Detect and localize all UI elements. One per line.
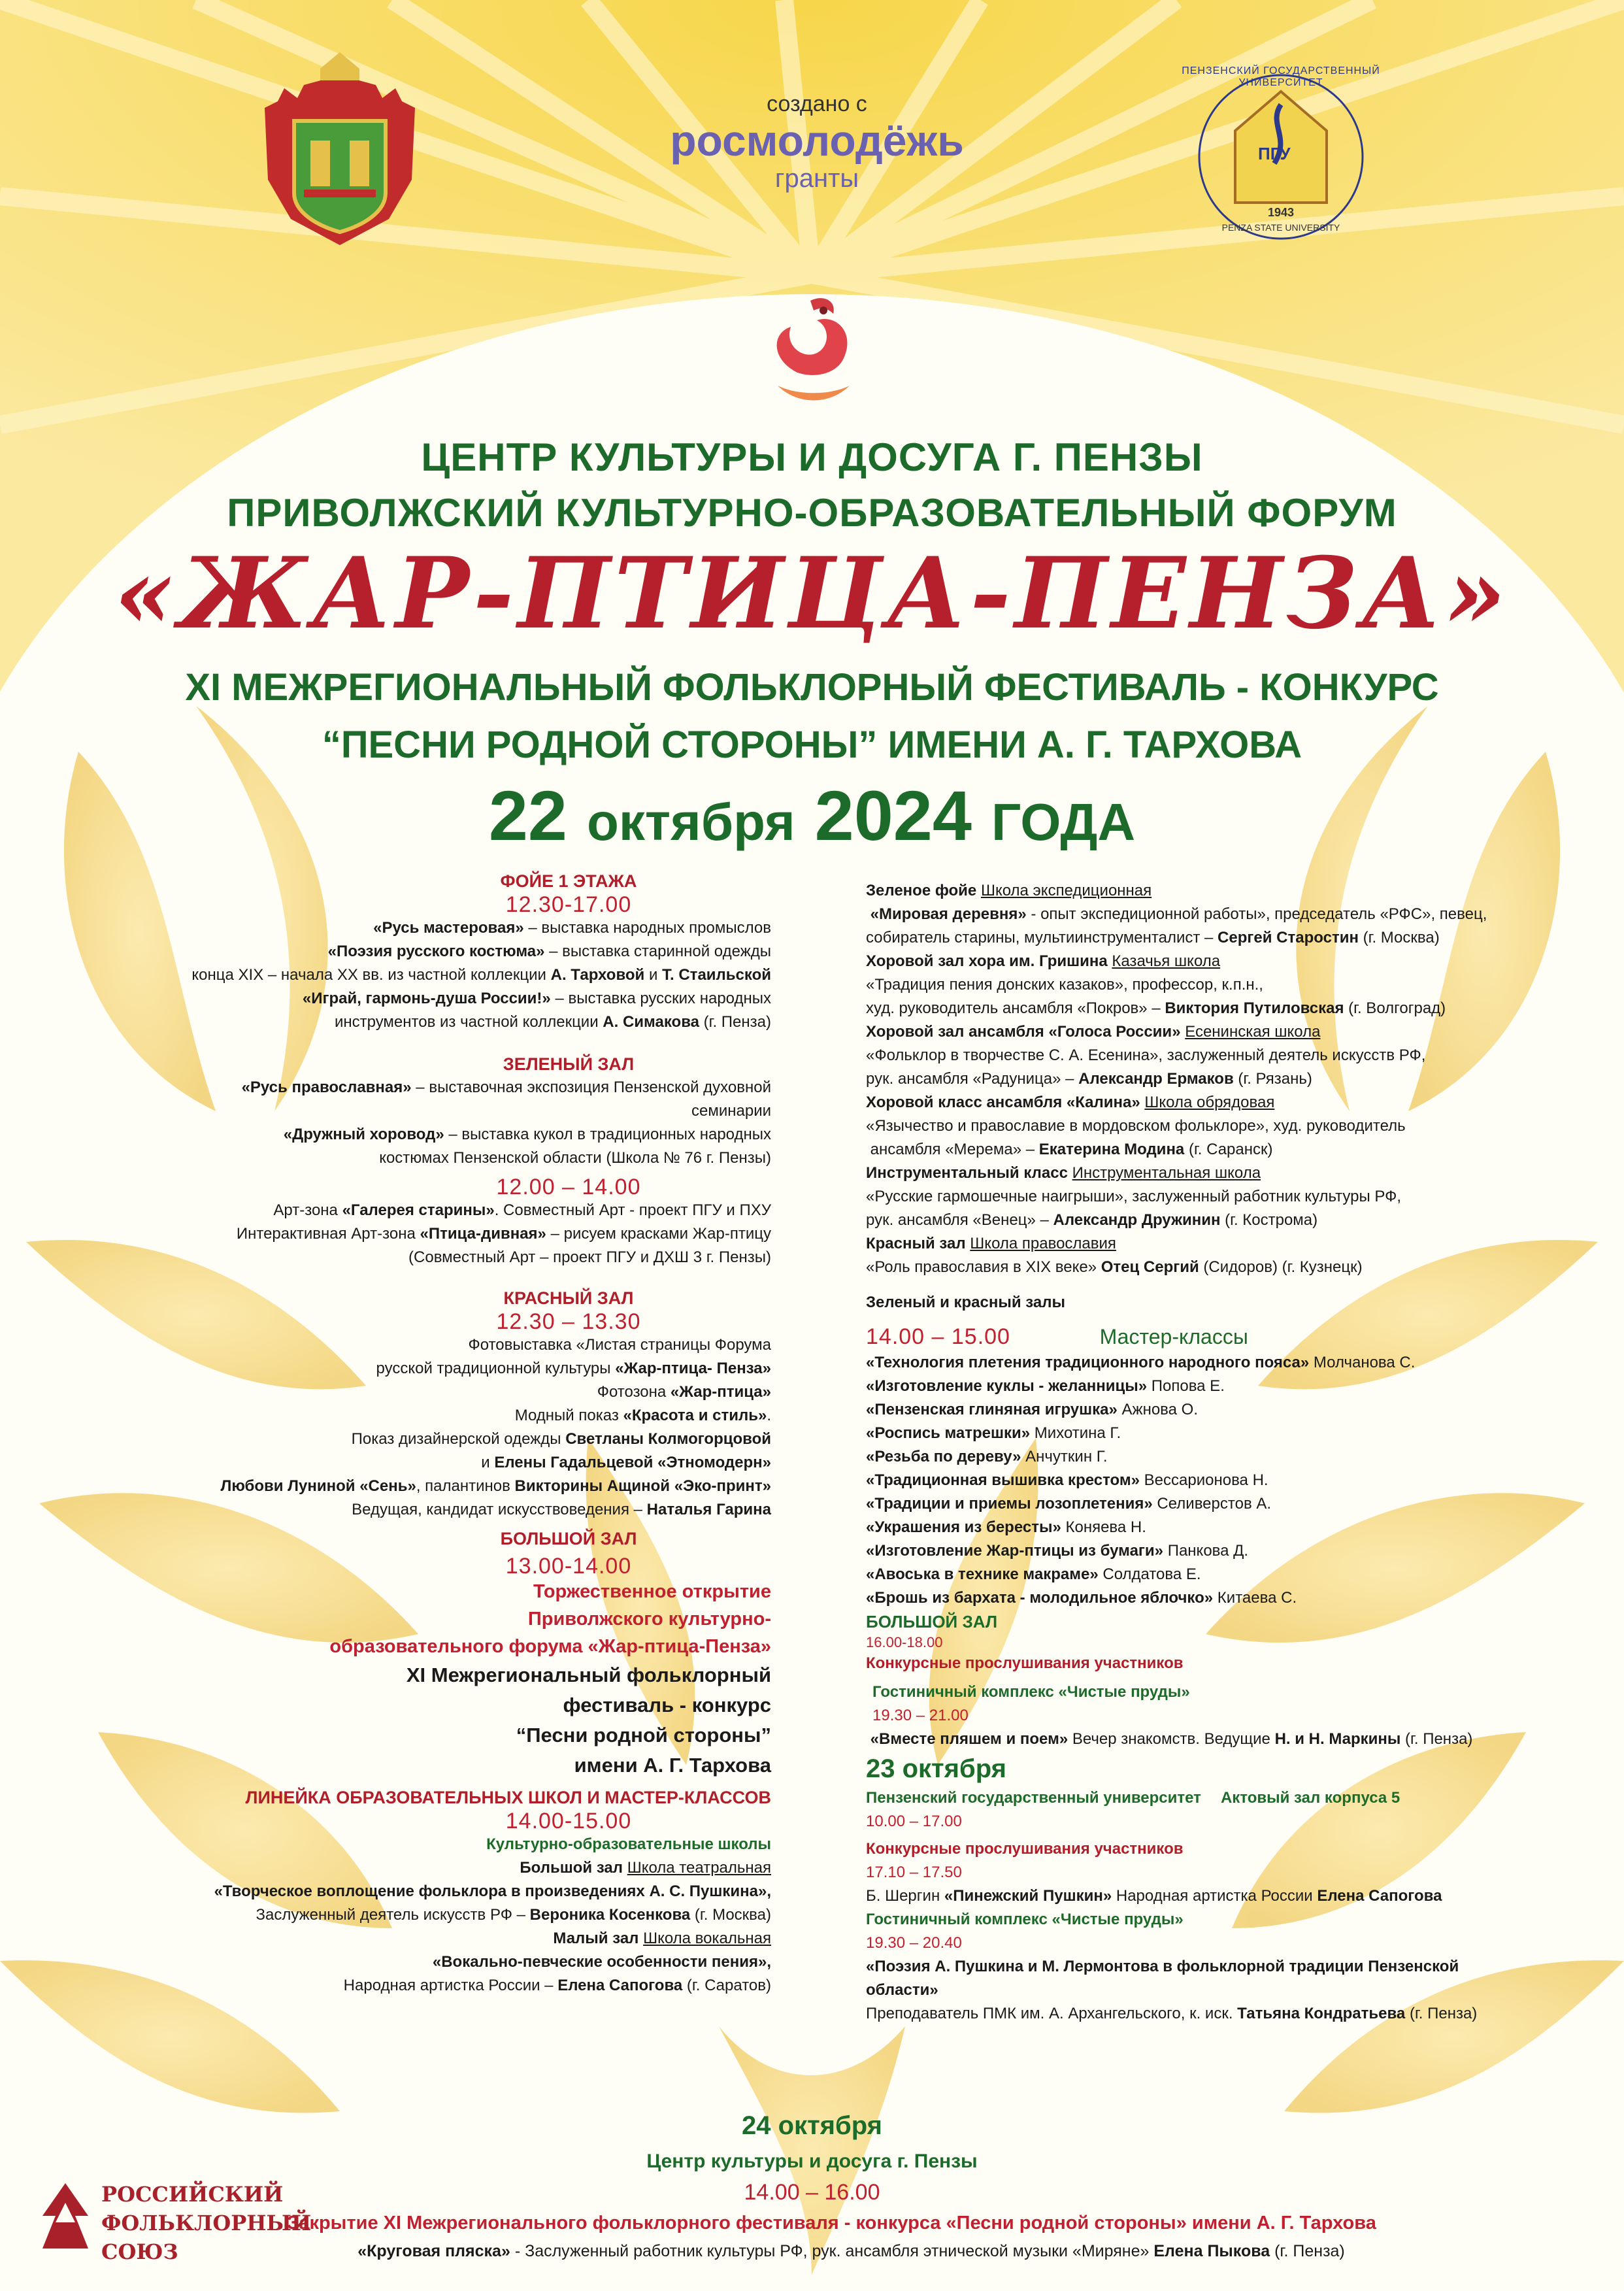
teacher-line: Преподаватель ПМК им. А. Архангельского, к. иск. Татьяна Кондратьева (г. Пенза) (866, 2005, 1478, 2022)
red-hall-line: и Елены Гадальцевой «Этномодерн» (481, 1454, 771, 1471)
school-line: «Фольклор в творчестве С. А. Есенина», заслуженный деятель искусств РФ, (866, 1046, 1426, 1064)
schools-title: ЛИНЕЙКА ОБРАЗОВАТЕЛЬНЫХ ШКОЛ И МАСТЕР-КЛАССОВ (245, 1788, 771, 1807)
school-hall: Хоровой зал ансамбля «Голоса России» Есенинская школа (866, 1023, 1321, 1041)
evening-event: «Вместе пляшем и поем» Вечер знакомств. Ведущие Н. и Н. Маркины (г. Пенза) (870, 1730, 1473, 1748)
green-hall-line: (Совместный Арт – проект ПГУ и ДХШ 3 г. Пензы) (408, 1248, 771, 1266)
master-class-item: «Брошь из бархата - молодильное яблочко» Китаева С. (866, 1589, 1297, 1607)
school-line: ансамбля «Мерема» – Екатерина Модина (г. Саранск) (870, 1141, 1273, 1158)
master-class-item: «Изготовление куклы - желанницы» Попова Е. (866, 1377, 1225, 1395)
auditions-label: Конкурсные прослушивания участников (866, 1654, 1184, 1672)
green-hall-line: «Дружный хоровод» – выставка кукол в традиционных народных (283, 1126, 771, 1143)
date-word: ГОДА (991, 793, 1136, 851)
opening-line: образовательного форума «Жар-птица-Пенза» (329, 1636, 771, 1657)
school-line: «Мировая деревня» - опыт экспедиционной работы», председатель «РФС», певец, (870, 905, 1487, 923)
red-hall-time: 12.30 – 13.30 (496, 1309, 641, 1334)
closing-performer: «Круговая пляска» - Заслуженный работник культуры РФ, рук. ансамбля этнической музыки «Миряне» Елена Пыкова (г. Пенза) (357, 2242, 1345, 2260)
foyer-title: ФОЙЕ 1 ЭТАЖА (500, 871, 637, 891)
rosmolodezh-caption: создано с (767, 92, 867, 116)
rfs-emblem (36, 2177, 95, 2275)
pgu-ring-text: ПЕНЗЕНСКИЙ ГОСУДАРСТВЕННЫЙ УНИВЕРСИТЕТ (1182, 65, 1380, 88)
opening-line: Торжественное открытие (533, 1581, 771, 1602)
big-hall-time-right: 16.00-18.00 (866, 1634, 943, 1650)
master-class-item: «Пензенская глиняная игрушка» Ажнова О. (866, 1401, 1199, 1418)
big-hall-time: 13.00-14.00 (505, 1554, 632, 1579)
big-hall-title-right: БОЛЬШОЙ ЗАЛ (866, 1612, 998, 1631)
festival-name-line: XI Межрегиональный фольклорный (406, 1664, 771, 1686)
rosmolodezh-name: росмолодёжь (670, 116, 964, 165)
festival-name-line: имени А. Г. Тархова (574, 1754, 771, 1777)
red-hall-line: Модный показ «Красота и стиль». (514, 1407, 771, 1424)
halls-label: Зеленый и красный залы (866, 1294, 1065, 1311)
date-month: октября (586, 793, 795, 851)
forum-title: «ЖАР-ПТИЦА-ПЕНЗА» (114, 536, 1510, 651)
school-hall: Красный зал Школа православия (866, 1235, 1116, 1252)
header-line-2: ПРИВОЛЖСКИЙ КУЛЬТУРНО-ОБРАЗОВАТЕЛЬНЫЙ ФОРУМ (227, 491, 1397, 535)
closing-venue: Центр культуры и досуга г. Пензы (646, 2150, 978, 2172)
school-line: собиратель старины, мультиинструменталист – Сергей Старостин (г. Москва) (866, 929, 1440, 946)
school-hall: Инструментальный класс Инструментальная школа (866, 1164, 1261, 1182)
master-class-item: «Традиции и приемы лозоплетения» Селиверстов А. (866, 1495, 1272, 1513)
green-hall-line: Арт-зона «Галерея старины». Совместный Арт - проект ПГУ и ПХУ (273, 1201, 771, 1219)
school-line: рук. ансамбля «Радуница» – Александр Ермаков (г. Рязань) (866, 1070, 1312, 1088)
school-line: «Вокально-певческие особенности пения», (432, 1953, 771, 1971)
festival-name-line: “Песни родной стороны” (516, 1724, 771, 1747)
red-hall-line: Ведущая, кандидат искусствоведения – Наталья Гарина (352, 1501, 771, 1518)
green-hall-line: Интерактивная Арт-зона «Птица-дивная» – рисуем красками Жар-птицу (236, 1225, 771, 1243)
festival-line-2: “ПЕСНИ РОДНОЙ СТОРОНЫ” ИМЕНИ А. Г. ТАРХОВА (322, 724, 1302, 766)
shergin-line: Б. Шергин «Пинежский Пушкин» Народная артистка России Елена Сапогова (866, 1887, 1442, 1905)
school-line: «Творческое воплощение фольклора в произведениях А. С. Пушкина», (214, 1882, 771, 1900)
rosmolodezh-logo (614, 92, 1019, 193)
festival-name-line: фестиваль - конкурс (563, 1694, 771, 1716)
red-hall-line: Фотовыставка «Листая страницы Форума (468, 1336, 771, 1354)
master-class-item: «Украшения из бересты» Коняева Н. (866, 1518, 1146, 1536)
school-hall: Зеленое фойе Школа экспедиционная (866, 882, 1152, 899)
master-class-item: «Технология плетения традиционного народного пояса» Молчанова С. (866, 1354, 1416, 1371)
school-hall: Большой зал Школа театральная (520, 1859, 771, 1877)
pgu-english: PENZA STATE UNIVERSITY (1221, 222, 1340, 233)
rfs-logo (36, 2177, 312, 2275)
foyer-line: «Поэзия русского костюма» – выставка старинной одежды (327, 943, 771, 960)
green-hall-line: костюмах Пензенской области (Школа № 76 г. Пензы) (379, 1149, 771, 1167)
school-hall: Малый зал Школа вокальная (553, 1930, 771, 1947)
date-23: 23 октября (866, 1754, 1006, 1783)
left-column (170, 869, 771, 1998)
master-class-list (866, 1351, 1493, 1610)
school-hall: Хоровой класс ансамбля «Калина» Школа обрядовая (866, 1094, 1275, 1111)
hotel-time: 19.30 – 21.00 (872, 1707, 969, 1724)
school-line: Заслуженный деятель искусств РФ – Вероника Косенкова (г. Москва) (256, 1906, 771, 1924)
festival-line-1: XI МЕЖРЕГИОНАЛЬНЫЙ ФОЛЬКЛОРНЫЙ ФЕСТИВАЛЬ - КОНКУРС (185, 666, 1439, 709)
right-column (866, 879, 1493, 2026)
big-hall-title: БОЛЬШОЙ ЗАЛ (500, 1529, 637, 1548)
school-line: «Язычество и православие в мордовском фольклоре», худ. руководитель (866, 1117, 1406, 1135)
red-hall-line: Любови Луниной «Сень», палантинов Викторины Ащиной «Эко-принт» (220, 1477, 771, 1495)
date-year: 2024 (814, 776, 972, 855)
rfs-line-3: СОЮЗ (101, 2239, 178, 2264)
hotel-label: Гостиничный комплекс «Чистые пруды» (872, 1683, 1190, 1701)
red-hall-line: Показ дизайнерской одежды Светланы Колмогорцовой (351, 1430, 771, 1448)
school-hall: Хоровой зал хора им. Гришина Казачья школа (866, 952, 1221, 970)
closing-time: 14.00 – 16.00 (744, 2180, 880, 2205)
rfs-line-1: РОССИЙСКИЙ (101, 2182, 284, 2207)
master-class-item: «Авоська в технике макраме» Солдатова Е. (866, 1565, 1201, 1583)
coat-of-arms-logo (258, 49, 422, 252)
opening-line: Приволжского культурно- (527, 1609, 771, 1630)
green-hall-title: ЗЕЛЕНЫЙ ЗАЛ (503, 1054, 635, 1074)
foyer-line: «Играй, гармонь-душа России!» – выставка русских народных (302, 990, 771, 1007)
foyer-line: инструментов из частной коллекции А. Симакова (г. Пенза) (334, 1013, 771, 1031)
master-class-item: «Изготовление Жар-птицы из бумаги» Панкова Д. (866, 1542, 1249, 1560)
event-date (0, 775, 1624, 856)
school-line: худ. руководитель ансамбля «Покров» – Виктория Путиловская (г. Волгоград) (866, 999, 1446, 1017)
time-23-1: 10.00 – 17.00 (866, 1813, 962, 1830)
schools-subtitle: Культурно-образовательные школы (486, 1835, 771, 1853)
rfs-line-2: ФОЛЬКЛОРНЫЙ (101, 2211, 312, 2235)
foyer-line: «Русь мастеровая» – выставка народных промыслов (373, 919, 771, 937)
school-line: рук. ансамбля «Венец» – Александр Дружинин (г. Кострома) (866, 1211, 1318, 1229)
master-class-time: 14.00 – 15.00 (866, 1324, 1010, 1349)
school-line: Народная артистка России – Елена Сапогова (г. Саратов) (343, 1977, 771, 1994)
foyer-line: конца XIX – начала XX вв. из частной коллекции А. Тарховой и Т. Стаильской (191, 966, 771, 984)
master-class-item: «Роспись матрешки» Михотина Г. (866, 1424, 1121, 1442)
red-hall-line: Фотозона «Жар-птица» (597, 1383, 771, 1401)
master-class-title: Мастер-классы (1099, 1325, 1248, 1348)
green-hall-time: 12.00 – 14.00 (496, 1175, 641, 1199)
hotel-label-23: Гостиничный комплекс «Чистые пруды» (866, 1911, 1184, 1928)
foyer-time: 12.30-17.00 (505, 892, 632, 917)
time-23-3: 19.30 – 20.40 (866, 1934, 962, 1952)
header-line-1: ЦЕНТР КУЛЬТУРЫ И ДОСУГА Г. ПЕНЗЫ (421, 435, 1203, 479)
schools-time: 14.00-15.00 (505, 1809, 632, 1833)
rosmolodezh-grants: гранты (774, 164, 859, 193)
firebird-emblem (758, 288, 869, 412)
pgu-abbr: ПГУ (1258, 144, 1291, 163)
master-class-item: «Традиционная вышивка крестом» Вессарионова Н. (866, 1471, 1268, 1489)
pgu-year: 1943 (1267, 206, 1295, 219)
master-class-header (866, 1325, 1493, 1351)
auditions-23: Конкурсные прослушивания участников (866, 1840, 1184, 1858)
pgu-venue: Пензенский государственный университет Актовый зал корпуса 5 (866, 1789, 1400, 1807)
master-class-item: «Резьба по дереву» Анчуткин Г. (866, 1448, 1108, 1465)
poetry-line: «Поэзия А. Пушкина и М. Лермонтова в фольклорной традиции Пензенской области» (866, 1958, 1459, 1999)
green-hall-line: «Русь православная» – выставочная экспозиция Пензенской духовной семинарии (241, 1079, 771, 1120)
school-line: «Русские гармошечные наигрыши», заслуженный работник культуры РФ, (866, 1188, 1402, 1205)
time-23-2: 17.10 – 17.50 (866, 1864, 962, 1881)
red-hall-line: русской традиционной культуры «Жар-птица- Пенза» (376, 1360, 771, 1377)
school-line: «Традиция пения донских казаков», профессор, к.п.н., (866, 976, 1263, 994)
date-day: 22 (488, 776, 567, 855)
closing-title: Закрытие XI Межрегионального фольклорного фестиваля - конкурса «Песни родной стороны» имени А. Г. Тархова (287, 2213, 1376, 2233)
red-hall-title: КРАСНЫЙ ЗАЛ (503, 1288, 634, 1308)
date-24: 24 октября (742, 2111, 882, 2140)
school-line: «Роль православия в XIX веке» Отец Сергий (Сидоров) (г. Кузнецк) (866, 1258, 1363, 1276)
pgu-logo (1176, 65, 1385, 248)
